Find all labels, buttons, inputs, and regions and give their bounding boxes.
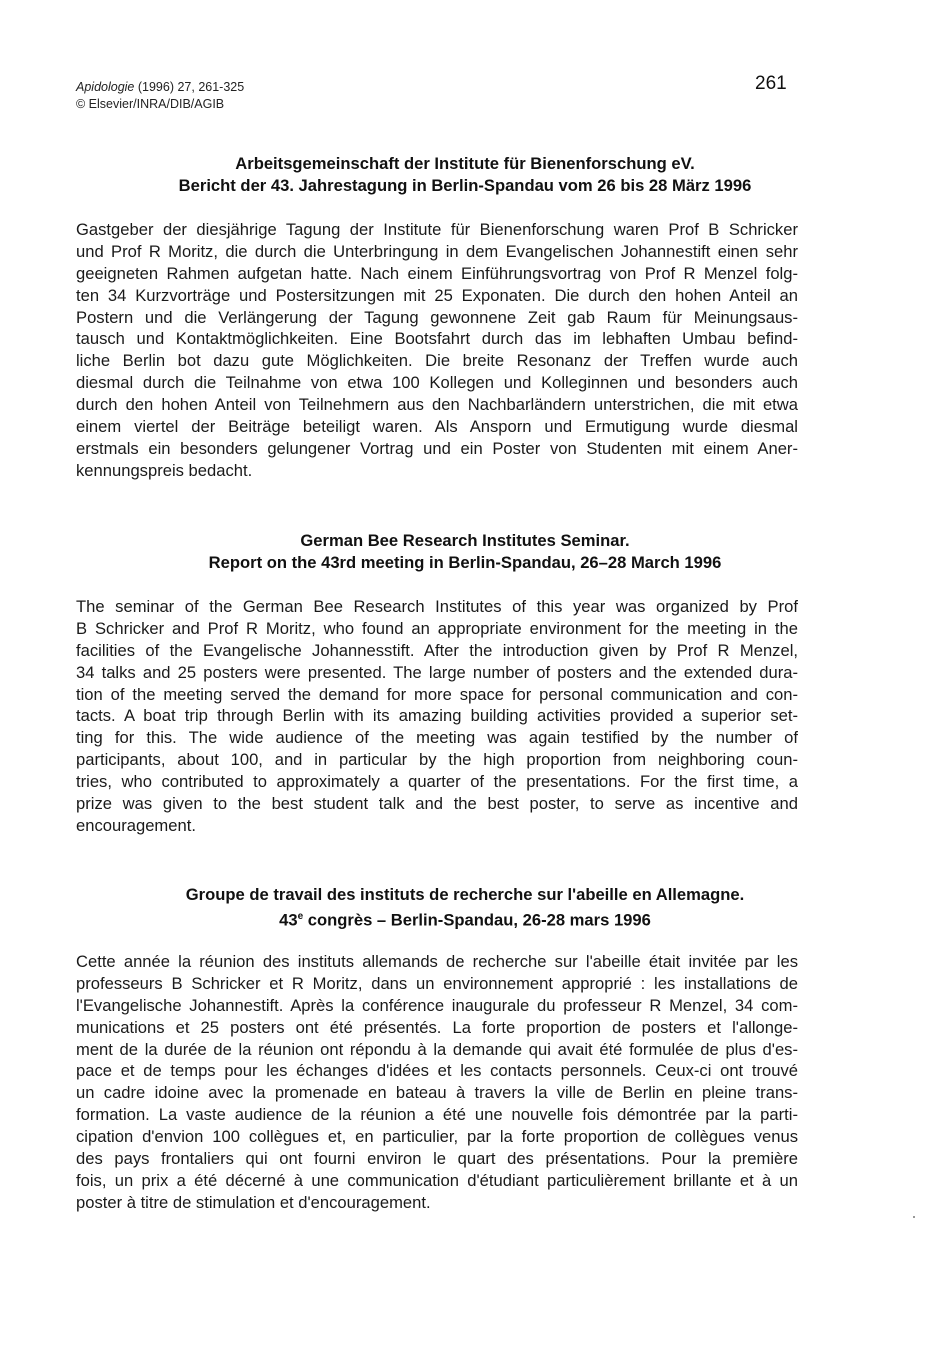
german-paragraph-line: Postern und die Verlängerung der Tagung gewonnene Zeit gab Raum für Meinungsaus- — [76, 307, 798, 327]
english-heading — [0, 530, 930, 574]
french-paragraph-line: l'Evangelische Johannestift. Après la conférence inaugurale du professeur R Menzel, 34 com- — [76, 995, 798, 1015]
french-paragraph-line: fois, un prix a été décerné à une communication d'étudiant particulièrement brillante et à un — [76, 1170, 798, 1190]
english-paragraph-line: tion of the meeting served the demand for more space for personal communication and con- — [76, 684, 798, 704]
journal-citation — [76, 79, 244, 96]
english-paragraph-line: ting for this. The wide audience of the meeting was again testified by the number of — [76, 728, 798, 748]
german-paragraph-line: einem viertel der Beiträge beteiligt waren. Als Ansporn und Ermutigung wurde diesmal — [76, 417, 798, 437]
german-paragraph-line: geeigneten Rahmen aufgetan hatte. Nach einem Einführungsvortrag von Prof R Menzel folg- — [76, 263, 798, 283]
german-paragraph-line: diesmal durch die Teilnahme von etwa 100 Kollegen und Kolleginnen und besonders auch — [76, 373, 798, 393]
german-paragraph-line: tausch und Kontaktmöglichkeiten. Eine Bootsfahrt durch das im lebhaften Umbau befind- — [76, 329, 798, 349]
german-paragraph-line: liche Berlin bot dazu gute Möglichkeiten. Die breite Resonanz der Treffen wurde auch — [76, 351, 798, 371]
german-heading-line-2: Bericht der 43. Jahrestagung in Berlin-Spandau vom 26 bis 28 März 1996 — [178, 176, 752, 195]
french-paragraph — [76, 951, 798, 1214]
german-paragraph-line: Gastgeber der diesjährige Tagung der Institute für Bienenforschung waren Prof B Schricker — [76, 220, 798, 239]
english-paragraph-line: prize was given to the best student talk and the best poster, to serve as incentive and — [76, 794, 798, 814]
scan-speck — [913, 1216, 915, 1218]
french-paragraph-line: des pays frontaliers qui ont fourni environ le quart des présentations. Pour la première — [76, 1149, 798, 1169]
french-paragraph-line: munications et 25 posters ont été présentés. La forte proportion de posters et l'allonge- — [76, 1017, 798, 1037]
french-paragraph-line: un cadre idoine avec la promenade en bateau à travers la ville de Berlin en pleine trans- — [76, 1083, 798, 1103]
german-paragraph-line: und Prof R Moritz, die durch die Unterbringung in dem Evangelischen Johannestift einen sehr — [76, 241, 798, 261]
english-paragraph-line: The seminar of the German Bee Research Institutes of this year was organized by Prof — [76, 597, 798, 616]
english-heading-line-1: German Bee Research Institutes Seminar. — [300, 531, 630, 550]
german-paragraph — [76, 219, 798, 482]
french-heading-line-2 — [0, 906, 930, 932]
english-heading-line-2: Report on the 43rd meeting in Berlin-Spandau, 26–28 March 1996 — [208, 553, 722, 572]
english-paragraph-line: facilities of the Evangelische Johannesstift. After the introduction given by Prof R Menzel, — [76, 640, 798, 660]
page-number: 261 — [755, 73, 787, 94]
english-paragraph-line: 34 talks and 25 posters were presented. The large number of posters and the extended dura- — [76, 662, 798, 682]
french-paragraph-line: formation. La vaste audience de la réunion a été une nouvelle fois démontrée par la parti- — [76, 1105, 798, 1125]
english-paragraph-line: encouragement. — [76, 815, 196, 835]
german-heading — [0, 153, 930, 197]
french-heading-line-1: Groupe de travail des instituts de recherche sur l'abeille en Allemagne. — [185, 885, 745, 904]
english-paragraph-line: B Schricker and Prof R Moritz, who found an appropriate environment for the meeting in the — [76, 618, 798, 638]
german-heading-line-1: Arbeitsgemeinschaft der Institute für Bienenforschung eV. — [235, 154, 695, 173]
english-paragraph-line: tacts. A boat trip through Berlin with its amazing building activities provided a superior set- — [76, 706, 798, 726]
english-paragraph-line: tries, who contributed to approximately a quarter of the presentations. For the first time, a — [76, 772, 798, 792]
english-paragraph — [76, 596, 798, 837]
english-paragraph-line: participants, about 100, and in particular by the high proportion from neighboring coun- — [76, 750, 798, 770]
french-paragraph-line: professeurs B Schricker et R Moritz, dans un environnement approprié : les installations de — [76, 973, 798, 993]
french-paragraph-line: poster à titre de stimulation et d'encouragement. — [76, 1192, 431, 1212]
french-paragraph-line: ment de la durée de la réunion ont répondu à la demande qui avait été formulée de plus d'es- — [76, 1039, 798, 1059]
french-paragraph-line: Cette année la réunion des instituts allemands de recherche sur l'abeille était invitée par les — [76, 952, 798, 971]
french-heading-rest: congrès – Berlin-Spandau, 26-28 mars 1996 — [303, 910, 651, 930]
french-heading-superscript: e — [297, 911, 304, 922]
german-paragraph-line: durch den hohen Anteil von Teilnehmern aus den Nachbarländern unterstrichen, die mit etwa — [76, 395, 798, 415]
german-paragraph-line: kennungspreis bedacht. — [76, 460, 253, 480]
journal-name: Apidologie — [76, 80, 135, 94]
french-paragraph-line: pace et de temps pour les échanges d'idées et les contacts personnels. Ceux-ci ont trouvé — [76, 1061, 798, 1081]
french-heading-number: 43 — [279, 910, 298, 930]
german-paragraph-line: erstmals ein besonders gelungener Vortrag und ein Poster von Studenten mit einem Aner- — [76, 438, 798, 458]
french-heading — [0, 884, 930, 932]
french-paragraph-line: cipation d'envion 100 collègues et, en particulier, par la forte proportion de collègues venus — [76, 1127, 798, 1147]
copyright-line: © Elsevier/INRA/DIB/AGIB — [76, 97, 225, 111]
german-paragraph-line: ten 34 Kurzvorträge und Postersitzungen mit 25 Exponaten. Die durch den hohen Anteil an — [76, 285, 798, 305]
journal-volume-pages: (1996) 27, 261-325 — [134, 80, 245, 94]
